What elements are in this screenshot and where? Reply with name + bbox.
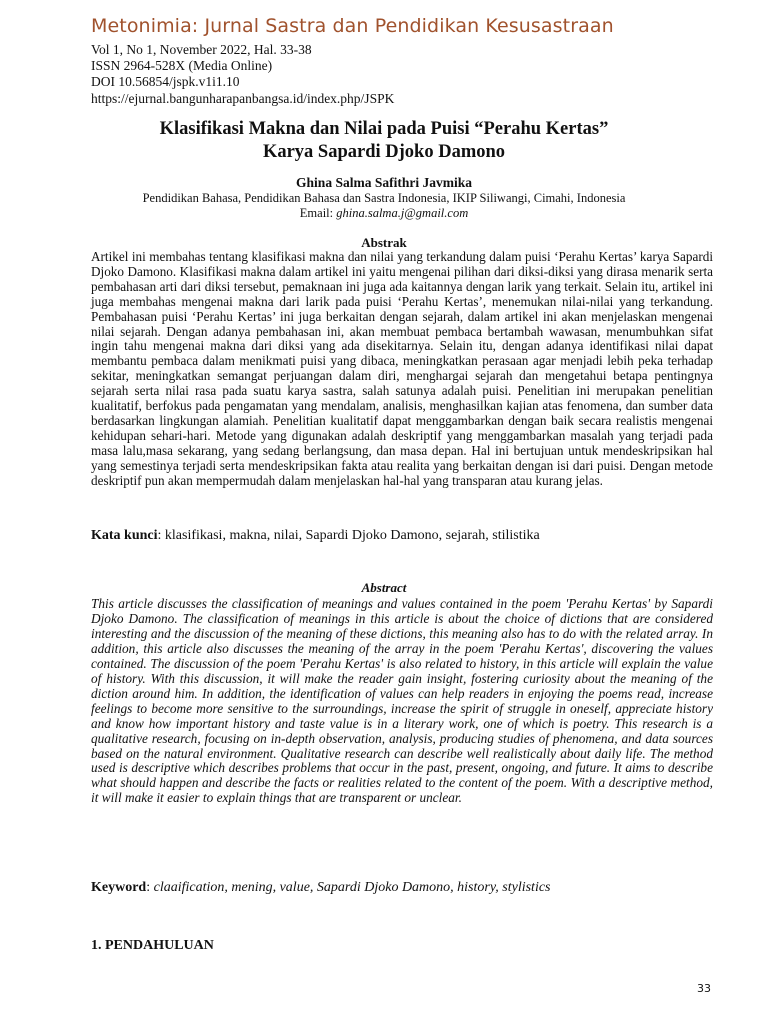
- article-title-line1: Klasifikasi Makna dan Nilai pada Puisi “Perahu Kertas”: [159, 119, 609, 139]
- abstract-heading: Abstract: [361, 580, 407, 595]
- keywords-label: Keyword: [91, 880, 147, 895]
- section-heading-pendahuluan: 1. PENDAHULUAN: [91, 938, 214, 953]
- author-affiliation: Pendidikan Bahasa, Pendidikan Bahasa dan Sastra Indonesia, IKIP Siliwangi, Cimahi, Indonesia: [142, 191, 626, 205]
- issn: ISSN 2964-528X (Media Online): [91, 58, 273, 73]
- article-title-line2: Karya Sapardi Djoko Damono: [262, 142, 506, 162]
- doi: DOI 10.56854/jspk.v1i1.10: [91, 74, 240, 89]
- abstrak-body: Artikel ini membahas tentang klasifikasi makna dan nilai yang terkandung dalam puisi ‘Perahu Kertas’ karya Sapardi Djoko Damono. Klasifikasi makna dalam artikel ini yaitu mengenai pilihan dari diksi-diksi yang dirasa menarik serta pembahasan arti dari diksi tersebut, pemaknaan ini juga ada kaitannya dengan larik yang terkait. Selain itu, artikel ini juga membahas mengenai makna dari larik pada puisi ‘Perahu Kertas’, menemukan nilai-nilai yang terkandung. Pembahasan puisi ‘Perahu Kertas’ ini juga berkaitan dengan sejarah, dalam artikel ini akan menjelaskan mengenai nilai sejarah. Dengan adanya pembahasan ini, akan membuat pembaca bertambah wawasan, menumbuhkan sifat ingin tahu mengenai makna dari diksi yang ada disekitarnya. Selain itu, dengan adanya identifikasi nilai dapat membantu pembaca dalam menikmati puisi yang dibaca, meningkatkan perasaan agar menjadi lebih peka terhadap sekitar, meningkatkan semangat perjuangan dalam diri, menghargai sejarah dan mengetahui betapa pentingnya sejarah serta nilai rasa pada suatu karya sastra, salah satunya adalah puisi. Penelitian ini merupakan penelitian kualitatif, berfokus pada pengamatan yang mendalam, analisis, menghasilkan kajian atas fenomena, dan sumber data berdasarkan lingkungan alamiah. Penelitian kualitatif dapat menggambarkan dengan baik secara realistis mengenai kehidupan sehari-hari. Metode yang digunakan adalah deskriptif yang menggambarkan masalah yang terjadi pada masa lalu,masa sekarang, yang sedang berlangsung, dan masa depan. Hal ini bertujuan untuk mendeskripsikan hal yang semestinya terjadi serta mendeskripsikan fakta atau realita yang berkaitan dengan isi dari puisi. Dengan metode deskriptif pun akan mempermudah dalam menjelaskan hal-hal yang transparan atau kurang jelas.: [91, 249, 713, 488]
- kata-kunci-label: Kata kunci: [91, 528, 158, 543]
- keywords-list: claaification, mening, value, Sapardi Djoko Damono, history, stylistics: [153, 880, 551, 895]
- abstract-body: This article discusses the classification of meanings and values contained in the poem 'Perahu Kertas' by Sapardi Djoko Damono. The classification of meanings in this article is about the choice of dictions that are considered interesting and the discussion of the meaning of these dictions, this meaning also has to do with the related array. In addition, this article also discusses the meaning of the array in the poem 'Perahu Kertas', discovering the values contained. The discussion of the poem 'Perahu Kertas' is also related to history, in this article will explain the value of history. With this discussion, it will make the reader gain insight, fostering curiosity about the meaning of the diction around him. In addition, the identification of values can help readers in enjoying the poems read, increase feelings to become more sensitive to the surroundings, increase the spirit of struggle in oneself, appreciate history and know how important history and taste value is in a literary work, one of which is poetry. This research is a qualitative research, focusing on in-depth observation, analysis, producing studies of phenomena, and data sources based on the natural environment. Qualitative research can describe well realistically about daily life. The method used is descriptive which describes problems that occur in the past, present, ongoing, and future. It aims to describe what should happen and describe the facts or realities related to the content of the poem. With a descriptive method, it will make it easier to explain things that are transparent or unclear.: [91, 596, 713, 806]
- volume-info: Vol 1, No 1, November 2022, Hal. 33-38: [91, 42, 312, 57]
- author-email[interactable]: ghina.salma.j@gmail.com: [336, 206, 469, 220]
- keywords-sep: :: [146, 880, 154, 895]
- kata-kunci-list: : klasifikasi, makna, nilai, Sapardi Djoko Damono, sejarah, stilistika: [157, 528, 540, 543]
- author-email-line: [0, 206, 768, 221]
- journal-url[interactable]: https://ejurnal.bangunharapanbangsa.id/index.php/JSPK: [91, 91, 395, 106]
- journal-name: Metonimia: Jurnal Sastra dan Pendidikan Kesusastraan: [91, 15, 614, 37]
- email-label: Email:: [299, 206, 337, 220]
- kata-kunci: [91, 528, 731, 544]
- keywords: [91, 880, 731, 896]
- author-name: Ghina Salma Safithri Javmika: [296, 175, 472, 190]
- abstrak-heading: Abstrak: [361, 235, 407, 250]
- page-number: 33: [697, 982, 711, 995]
